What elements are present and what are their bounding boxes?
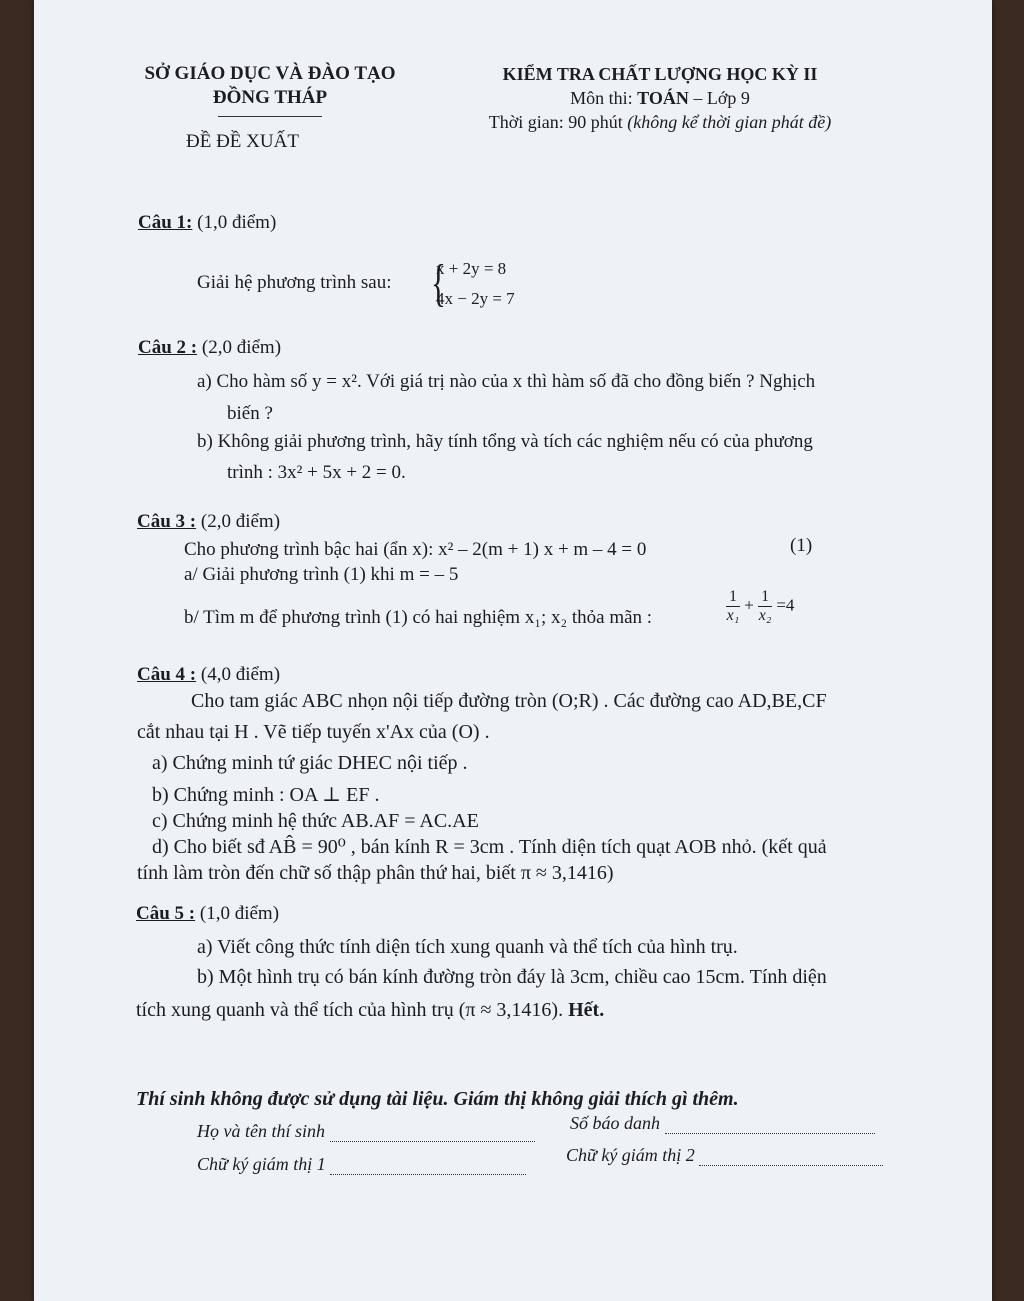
dotted-line bbox=[699, 1151, 883, 1166]
q4-part-d-line-2: tính làm tròn đến chữ số thập phân thứ hai, biết π ≈ 3,1416) bbox=[137, 862, 614, 884]
question-1-heading bbox=[138, 212, 276, 234]
brace-symbol: { bbox=[430, 255, 446, 312]
subject-prefix: Môn thi: bbox=[570, 88, 633, 108]
end-marker: Hết. bbox=[568, 999, 605, 1021]
invigilator-2-label: Chữ ký giám thị 2 bbox=[566, 1145, 695, 1165]
candidate-name-field bbox=[197, 1121, 535, 1142]
invigilator-1-signature-field bbox=[197, 1154, 526, 1175]
fraction-1-denominator: x₁ bbox=[726, 607, 740, 624]
header-divider bbox=[218, 116, 322, 117]
time-note: (không kể thời gian phát đề) bbox=[627, 112, 832, 132]
time-prefix: Thời gian: bbox=[488, 112, 564, 132]
question-points: (2,0 điểm) bbox=[200, 511, 281, 532]
fraction-2-denominator: x₂ bbox=[758, 607, 772, 624]
proposal-label: ĐỀ ĐỀ XUẤT bbox=[186, 131, 299, 152]
condition-rhs: =4 bbox=[776, 595, 795, 615]
question-label: Câu 4 : bbox=[137, 664, 197, 685]
fraction-1 bbox=[726, 588, 740, 625]
question-5-heading bbox=[136, 903, 279, 925]
time-line bbox=[455, 110, 865, 134]
question-label: Câu 2 : bbox=[138, 337, 198, 358]
grade: – Lớp 9 bbox=[693, 88, 750, 108]
question-label: Câu 3 : bbox=[137, 511, 197, 532]
subject-line bbox=[455, 86, 865, 110]
q3-part-a: a/ Giải phương trình (1) khi m = – 5 bbox=[184, 564, 459, 585]
q2-a-line-2: biến ? bbox=[227, 403, 273, 424]
plus-sign: + bbox=[744, 595, 754, 615]
footer-note: Thí sinh không được sử dụng tài liệu. Giám thị không giải thích gì thêm. bbox=[136, 1088, 739, 1110]
candidate-number-label: Số báo danh bbox=[570, 1113, 660, 1133]
question-2-heading bbox=[138, 337, 281, 359]
q1-text: Giải hệ phương trình sau: bbox=[197, 272, 392, 293]
question-points: (1,0 điểm) bbox=[197, 212, 277, 233]
dotted-line bbox=[665, 1119, 875, 1134]
q4-part-b: b) Chứng minh : OA ⊥ EF . bbox=[152, 784, 380, 806]
question-label: Câu 5 : bbox=[136, 903, 196, 924]
question-label: Câu 1: bbox=[138, 212, 193, 233]
equation-2: 4x − 2y = 7 bbox=[436, 289, 515, 308]
question-3-heading bbox=[137, 511, 280, 533]
dotted-line bbox=[330, 1127, 535, 1142]
question-points: (2,0 điểm) bbox=[201, 337, 282, 358]
q4-intro-2: cắt nhau tại H . Vẽ tiếp tuyến x'Ax của (O) . bbox=[137, 721, 490, 743]
exam-header bbox=[455, 62, 865, 134]
question-4-heading bbox=[137, 664, 280, 686]
q3-part-b: b/ Tìm m để phương trình (1) có hai nghiệm x₁; x₂ thỏa mãn : bbox=[184, 607, 653, 628]
q4-intro-1: Cho tam giác ABC nhọn nội tiếp đường tròn (O;R) . Các đường cao AD,BE,CF bbox=[191, 690, 827, 712]
q2-a-line-1: a) Cho hàm số y = x². Với giá trị nào của x thì hàm số đã cho đồng biến ? Nghịch bbox=[197, 371, 816, 392]
q3-equation-tag: (1) bbox=[790, 535, 813, 556]
q2-b-line-1: b) Không giải phương trình, hãy tính tổng và tích các nghiệm nếu có của phương bbox=[197, 431, 813, 452]
q2-b-line-2: trình : 3x² + 5x + 2 = 0. bbox=[227, 462, 406, 483]
equation-1: x + 2y = 8 bbox=[436, 259, 507, 278]
q3-condition bbox=[726, 588, 794, 625]
q4-part-c: c) Chứng minh hệ thức AB.AF = AC.AE bbox=[152, 810, 479, 832]
question-points: (4,0 điểm) bbox=[200, 664, 281, 685]
dotted-line bbox=[330, 1160, 526, 1175]
candidate-number-field bbox=[570, 1113, 875, 1134]
q4-part-d-line-1: d) Cho biết sđ AB̂ = 90⁰ , bán kính R = 3cm . Tính diện tích quạt AOB nhỏ. (kết quả bbox=[152, 836, 827, 858]
invigilator-2-signature-field bbox=[566, 1145, 883, 1166]
question-points: (1,0 điểm) bbox=[199, 903, 280, 924]
equation-system bbox=[430, 254, 515, 314]
time-value: 90 phút bbox=[568, 112, 623, 132]
department-line-1: SỞ GIÁO DỤC VÀ ĐÀO TẠO bbox=[144, 63, 396, 84]
department-header bbox=[130, 62, 410, 117]
q5-part-b-text: tích xung quanh và thể tích của hình trụ (π ≈ 3,1416). bbox=[136, 999, 564, 1021]
fraction-2 bbox=[758, 588, 772, 625]
q3-intro: Cho phương trình bậc hai (ẩn x): x² – 2(m + 1) x + m – 4 = 0 bbox=[184, 539, 647, 560]
q5-part-a: a) Viết công thức tính diện tích xung quanh và thể tích của hình trụ. bbox=[197, 936, 738, 958]
fraction-2-numerator: 1 bbox=[758, 588, 772, 607]
q4-part-a: a) Chứng minh tứ giác DHEC nội tiếp . bbox=[152, 752, 468, 774]
candidate-name-label: Họ và tên thí sinh bbox=[197, 1121, 325, 1141]
department-line-2: ĐỒNG THÁP bbox=[212, 87, 328, 108]
q5-part-b-line-1: b) Một hình trụ có bán kính đường tròn đáy là 3cm, chiều cao 15cm. Tính diện bbox=[197, 966, 827, 988]
subject-name: TOÁN bbox=[637, 88, 689, 108]
fraction-1-numerator: 1 bbox=[726, 588, 740, 607]
q5-part-b-line-2 bbox=[136, 999, 604, 1022]
exam-title: KIỂM TRA CHẤT LƯỢNG HỌC KỲ II bbox=[502, 64, 818, 84]
invigilator-1-label: Chữ ký giám thị 1 bbox=[197, 1154, 326, 1174]
